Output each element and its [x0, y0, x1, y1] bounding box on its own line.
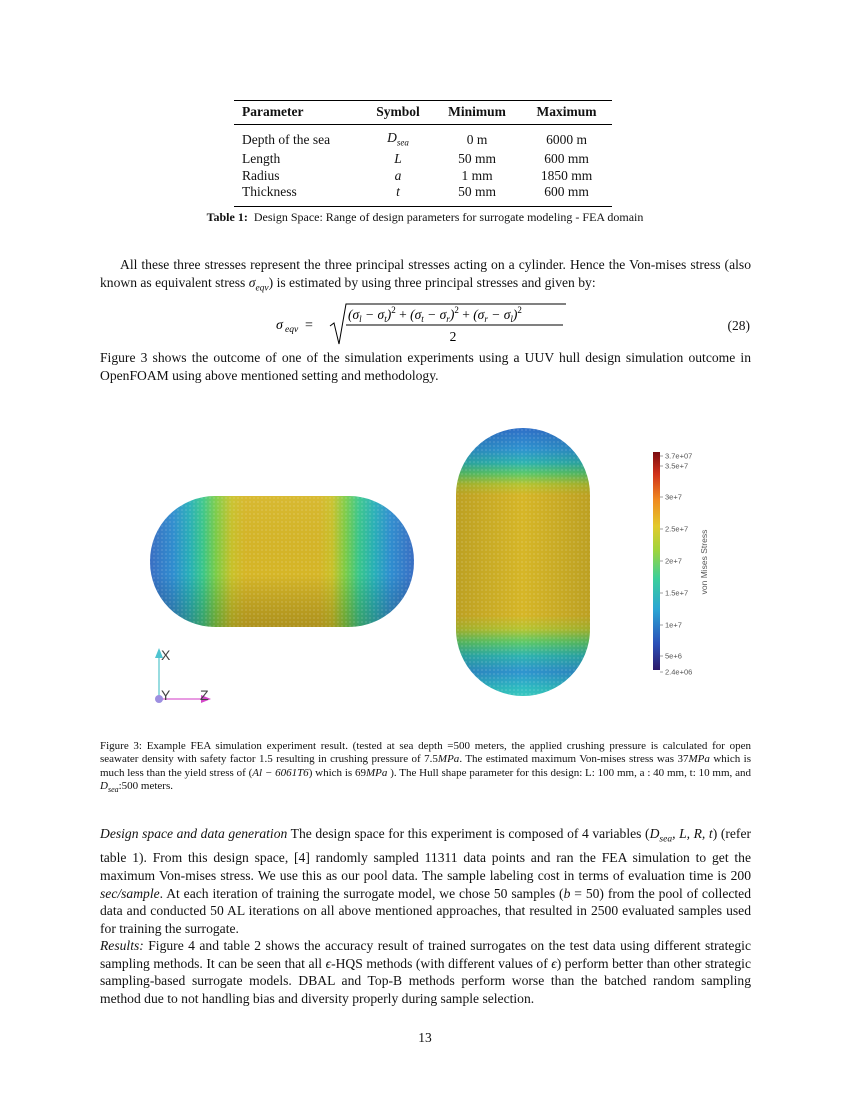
colorbar-tick-label: 1.5e+7	[665, 588, 689, 598]
table-cell-symbol: L	[394, 151, 402, 167]
table-row	[234, 168, 612, 185]
table-cell-minimum: 0 m	[466, 132, 488, 148]
equation-equals: =	[305, 318, 313, 333]
table-cell-parameter: Radius	[242, 167, 280, 183]
table-cell-parameter: Thickness	[242, 184, 297, 200]
colorbar-tick-label: 3.7e+07	[665, 451, 693, 461]
equation-lhs-sub: eqv	[285, 325, 299, 335]
colorbar-title: von Mises Stress	[699, 529, 709, 595]
table-header: Parameter	[242, 104, 304, 119]
table-header-row	[234, 101, 612, 125]
table-cell-minimum: 50 mm	[458, 151, 496, 167]
equation-graphic	[0, 300, 850, 350]
colorbar-tick-label: 3e+7	[665, 492, 682, 502]
equation-denominator: 2	[449, 329, 457, 344]
colorbar	[653, 452, 660, 670]
table-row	[234, 125, 612, 152]
colorbar-tick-label: 2e+7	[665, 556, 682, 566]
design-space-heading: Design space and data generation	[100, 826, 288, 841]
table-cell-maximum: 600 mm	[544, 151, 589, 167]
design-space-paragraph: Design space and data generation The design space for this experiment is composed of 4 variables ($D_{sea}$, L, R, t) (refer table 1). From this design space, [4] randomly sampled 11311 data points and ran the FEA simulation to get the maximum Von-mises stress. We use this as our pool data. The sample labeling cost in terms of evaluation time is 200 sec/sample. At each iteration of training the surrogate model, we chose 50 samples (b = 50) from the pool of collected data and conducted 50 AL iterations on all above mentioned approaches, that resulted in 2500 evaluated samples used for training the surrogate.	[100, 826, 752, 936]
table-caption-text: Design Space: Range of design parameters for surrogate modeling - FEA domain	[253, 210, 644, 224]
axis-y-label: Y	[161, 687, 171, 703]
axis-z-label: Z	[200, 687, 209, 703]
vertical-hull-mesh	[456, 428, 590, 696]
colorbar-tick-label: 2.5e+7	[665, 524, 689, 534]
results-paragraph: Results: Figure 4 and table 2 shows the accuracy result of trained surrogates on the test data using different strategic sampling methods. It can be seen that all ϵ-HQS methods (with different values of ϵ) perform better than other strategic sampling-based surrogate models. DBAL and Top-B methods perform worse than the batched random sampling method due to not handling bias and diversity properly during sample selection.	[100, 938, 751, 1006]
equation-numerator: $(\sigma_l - \sigma_t)^2 + (\sigma_t - \sigma_r)^2 + (\sigma_r - \sigma_l)^2$	[348, 305, 522, 324]
figure-intro-paragraph: Figure 3 shows the outcome of one of the simulation experiments using a UUV hull design simulation outcome in OpenFOAM using above mentioned setting and methodology.	[100, 350, 751, 383]
table-row	[234, 184, 612, 206]
table-cell-symbol: t	[396, 184, 400, 200]
intro-paragraph: All these three stresses represent the three principal stresses acting on a cylinder. Hence the Von-mises stress (also known as equivalent stress $\sigma_{eqv}$) is estimated by using three principal stresses and given by:	[100, 257, 751, 294]
table-cell-minimum: 1 mm	[461, 167, 493, 183]
table-cell-symbol: a	[394, 167, 402, 183]
equation-28	[0, 300, 850, 350]
table-cell-parameter: Depth of the sea	[242, 132, 331, 148]
table-caption-label: Table 1:	[206, 210, 248, 224]
table-header: Maximum	[536, 104, 597, 119]
equation-number: (28)	[727, 318, 750, 333]
table-cell-maximum: 600 mm	[544, 184, 589, 200]
table-header: Symbol	[376, 104, 420, 119]
figure-caption: Figure 3: Example FEA simulation experiment result. (tested at sea depth =500 meters, the applied crushing pressure is calculated for open seawater density with safety factor 1.5 resulting in crushing pressure of 7.5MPa. The estimated maximum Von-mises stress was 37MPa which is much less than the yield stress of (Al − 6061T6) which is 69MPa ). The Hull shape parameter for this design: L: 100 mm, a : 40 mm, t: 10 mm, and $D_{sea}:500$ meters.	[100, 740, 751, 795]
fea-figure	[140, 420, 720, 720]
colorbar-tick-label: 2.4e+06	[665, 667, 693, 677]
colorbar-tick-label: 5e+6	[665, 651, 682, 661]
table-caption	[0, 210, 850, 225]
equation-lhs: σ	[276, 318, 283, 333]
axis-x-label: X	[161, 647, 171, 663]
table-cell-symbol: $D_{sea}$	[387, 130, 409, 148]
colorbar-tick-label: 1e+7	[665, 620, 682, 630]
table-row	[234, 151, 612, 168]
table-cell-maximum: 1850 mm	[540, 167, 593, 183]
table-header: Minimum	[448, 104, 506, 119]
design-space-table	[234, 100, 612, 207]
colorbar-ticks	[660, 452, 692, 677]
colorbar-tick-label: 3.5e+7	[665, 461, 689, 471]
table-cell-maximum: 6000 m	[546, 132, 587, 148]
table-cell-parameter: Length	[242, 151, 281, 167]
results-heading: Results:	[100, 938, 144, 953]
table-cell-minimum: 50 mm	[458, 184, 496, 200]
page-number: 13	[418, 1030, 432, 1045]
horizontal-hull-mesh	[150, 496, 414, 627]
